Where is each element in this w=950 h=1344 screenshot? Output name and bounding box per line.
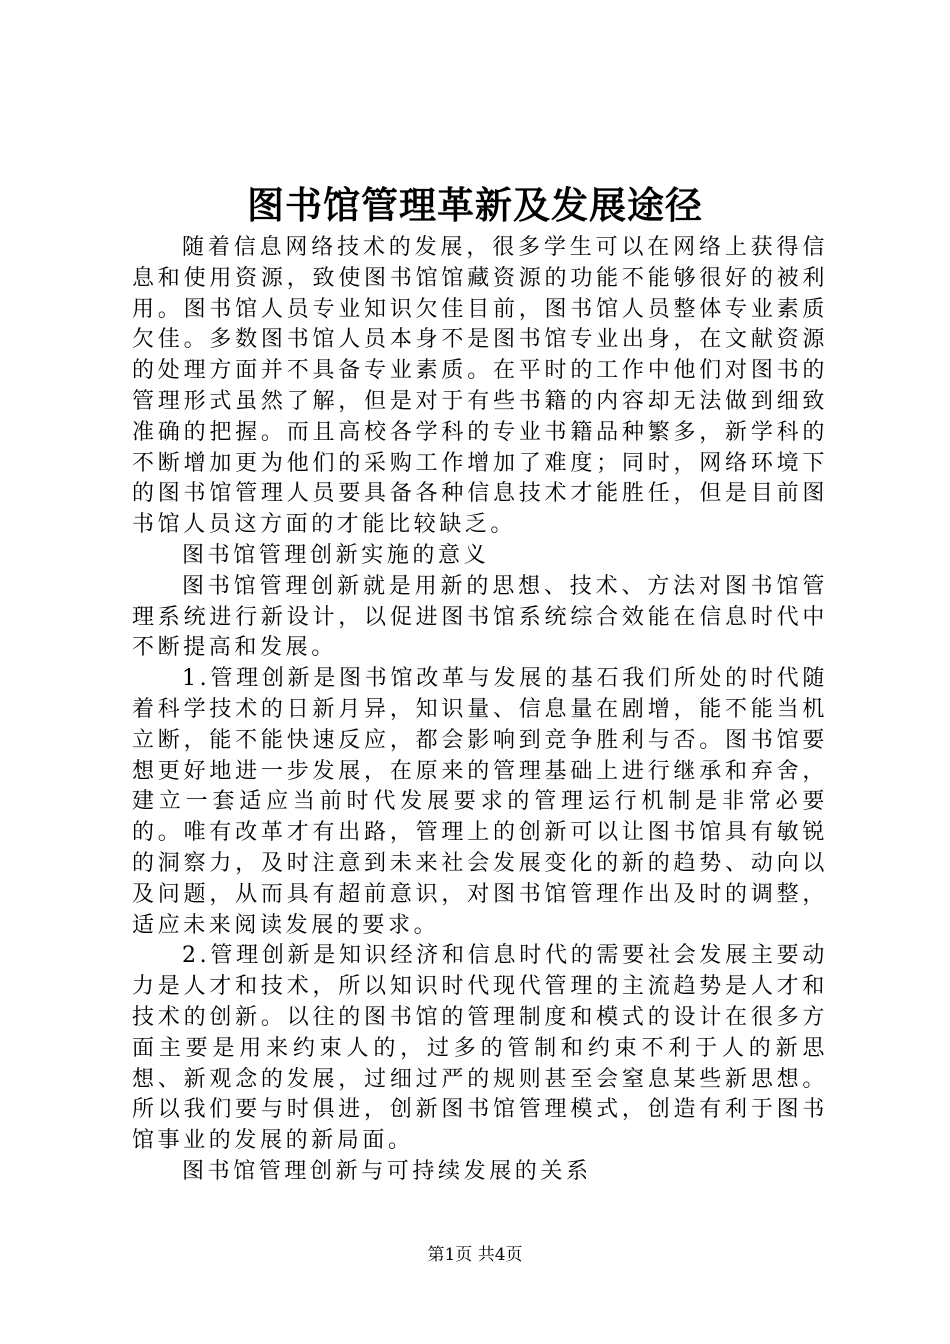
paragraph-definition: 图书馆管理创新就是用新的思想、技术、方法对图书馆管理系统进行新设计，以促进图书馆系统综合效能在信息时代中不断提高和发展。 (132, 573, 828, 661)
page-footer: 第1页 共4页 (427, 1245, 523, 1265)
paragraph-point-2: 2.管理创新是知识经济和信息时代的需要社会发展主要动力是人才和技术，所以知识时代现代管理的主流趋势是人才和技术的创新。以往的图书馆的管理制度和模式的设计在很多方面主要是用来约束人的，过多的管制和约束不利于人的新思想、新观念的发展，过细过严的规则甚至会窒息某些新思想。所以我们要与时俱进，创新图书馆管理模式，创造有利于图书馆事业的发展的新局面。 (132, 943, 828, 1154)
section-heading-significance: 图书馆管理创新实施的意义 (182, 542, 490, 568)
paragraph-intro: 随着信息网络技术的发展，很多学生可以在网络上获得信息和使用资源，致使图书馆馆藏资源的功能不能够很好的被利用。图书馆人员专业知识欠佳目前，图书馆人员整体专业素质欠佳。多数图书馆人员本身不是图书馆专业出身，在文献资源的处理方面并不具备专业素质。在平时的工作中他们对图书的管理形式虽然了解，但是对于有些书籍的内容却无法做到细致准确的把握。而且高校各学科的专业书籍品种繁多，新学科的不断增加更为他们的采购工作增加了难度；同时，网络环境下的图书馆管理人员要具备各种信息技术才能胜任，但是目前图书馆人员这方面的才能比较缺乏。 (132, 235, 828, 538)
section-heading-relationship: 图书馆管理创新与可持续发展的关系 (182, 1158, 592, 1184)
document-body (132, 233, 828, 1188)
document-title: 图书馆管理革新及发展途径 (247, 184, 703, 227)
paragraph-point-1: 1.管理创新是图书馆改革与发展的基石我们所处的时代随着科学技术的日新月异，知识量、信息量在剧增，能不能当机立断，能不能快速反应，都会影响到竞争胜利与否。图书馆要想更好地进一步发展，在原来的管理基础上进行继承和弃舍，建立一套适应当前时代发展要求的管理运行机制是非常必要的。唯有改革才有出路，管理上的创新可以让图书馆具有敏锐的洞察力，及时注意到未来社会发展变化的新的趋势、动向以及问题，从而具有超前意识，对图书馆管理作出及时的调整，适应未来阅读发展的要求。 (132, 666, 828, 938)
